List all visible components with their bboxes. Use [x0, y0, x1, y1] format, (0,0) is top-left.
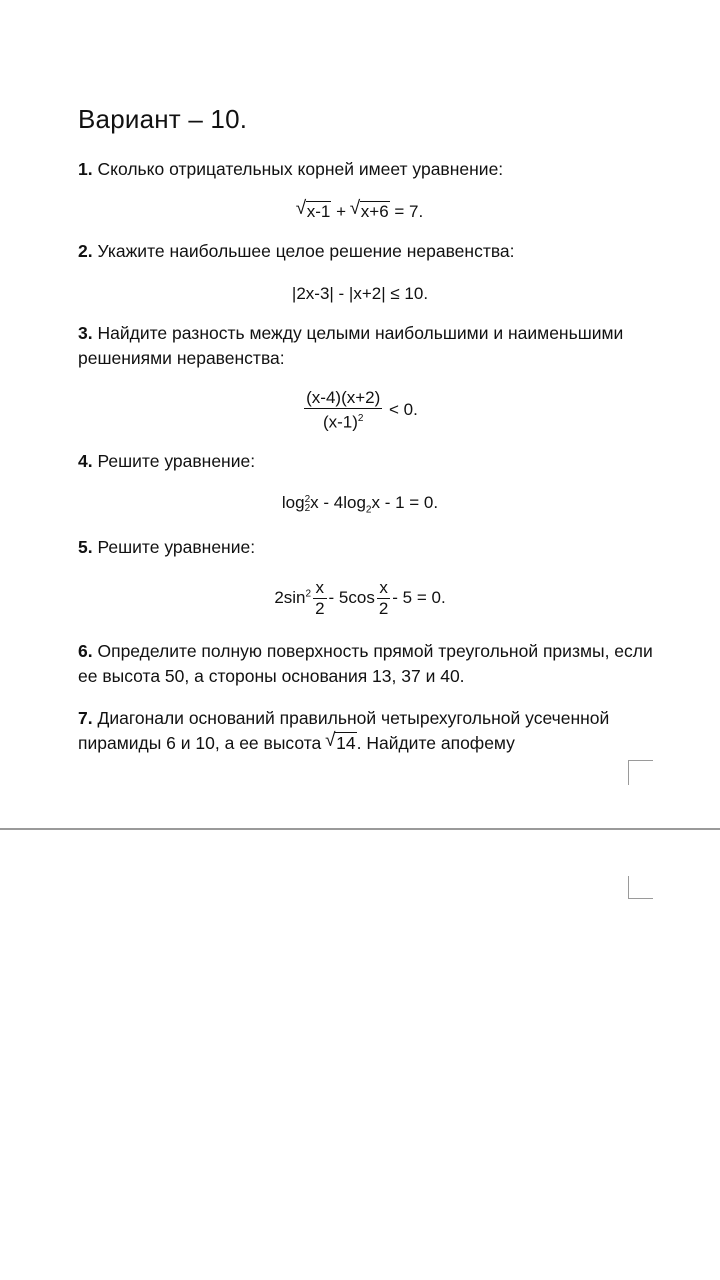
log-exponent: 2 — [304, 493, 311, 505]
formula-5 — [0, 578, 720, 619]
sqrt-height: √ 14 — [325, 730, 356, 753]
formula-4 — [0, 492, 720, 521]
log-base-2: 2 — [365, 504, 372, 516]
task-5 — [78, 535, 658, 560]
fraction-1 — [313, 578, 326, 619]
numerator: x — [313, 578, 326, 599]
cos-term: - 5cos — [328, 587, 375, 607]
fraction — [304, 388, 382, 433]
page-corner-mark-bottom — [628, 876, 653, 899]
task-text: Найдите разность между целыми наибольшими и наименьшими решениями неравенства: — [78, 323, 624, 368]
task-2 — [78, 239, 658, 264]
task-text: Решите уравнение: — [97, 537, 256, 557]
task-text: Диагонали оснований правильной четырехугольной усеченной пирамиды 6 и 10, а ее высота — [78, 708, 610, 753]
task-text: Решите уравнение: — [97, 451, 256, 471]
formula-middle: x - 4log — [310, 493, 366, 512]
task-4 — [78, 449, 658, 474]
radicand-2: x+6 — [360, 202, 389, 221]
numerator: x — [377, 578, 390, 599]
radicand: 14 — [336, 733, 356, 753]
task-3 — [78, 321, 658, 371]
formula-1 — [0, 198, 720, 223]
task-6 — [78, 639, 658, 689]
denominator-exponent: 2 — [357, 413, 364, 424]
task-7 — [78, 706, 638, 756]
task-number: 3. — [78, 323, 93, 343]
task-text: Определите полную поверхность прямой треугольной призмы, если ее высота 50, а стороны основания 13, 37 и 40. — [78, 641, 653, 686]
formula-rhs: x - 1 = 0. — [371, 493, 439, 512]
task-text: Сколько отрицательных корней имеет уравнение: — [97, 159, 504, 179]
radicand-1: x-1 — [306, 202, 331, 221]
page-title: Вариант – 10. — [78, 104, 248, 134]
denominator: 2 — [315, 599, 325, 618]
page-divider — [0, 828, 720, 830]
page-corner-mark-top — [628, 760, 653, 785]
task-text: Укажите наибольшее целое решение неравенства: — [97, 241, 515, 261]
task-number: 4. — [78, 451, 93, 471]
sin-exponent: 2 — [305, 588, 312, 600]
formula-rhs: - 5 = 0. — [392, 587, 446, 607]
fraction-2 — [377, 578, 390, 619]
task-number: 5. — [78, 537, 93, 557]
numerator: (x-4)(x+2) — [306, 388, 381, 407]
task-number: 6. — [78, 641, 93, 661]
task-text-end: . Найдите апофему — [356, 733, 515, 753]
denominator — [304, 409, 382, 433]
formula-rhs: < 0. — [389, 399, 418, 419]
formula-2: |2x-3| - |x+2| ≤ 10. — [291, 284, 429, 303]
log-function: log — [281, 493, 305, 512]
formula-3 — [0, 388, 720, 433]
formula-rhs: = 7. — [394, 202, 424, 221]
task-number: 1. — [78, 159, 93, 179]
plus-operator: + — [336, 202, 347, 221]
sin-term: 2sin — [274, 587, 306, 607]
sqrt-1: √ x-1 — [295, 198, 331, 221]
task-number: 7. — [78, 708, 93, 728]
task-number: 2. — [78, 241, 93, 261]
sqrt-2: √ x+6 — [349, 198, 389, 221]
task-1 — [78, 157, 658, 182]
log-base: 2 — [304, 502, 311, 514]
denominator: 2 — [378, 599, 389, 618]
denominator-base: (x-1) — [322, 412, 358, 432]
